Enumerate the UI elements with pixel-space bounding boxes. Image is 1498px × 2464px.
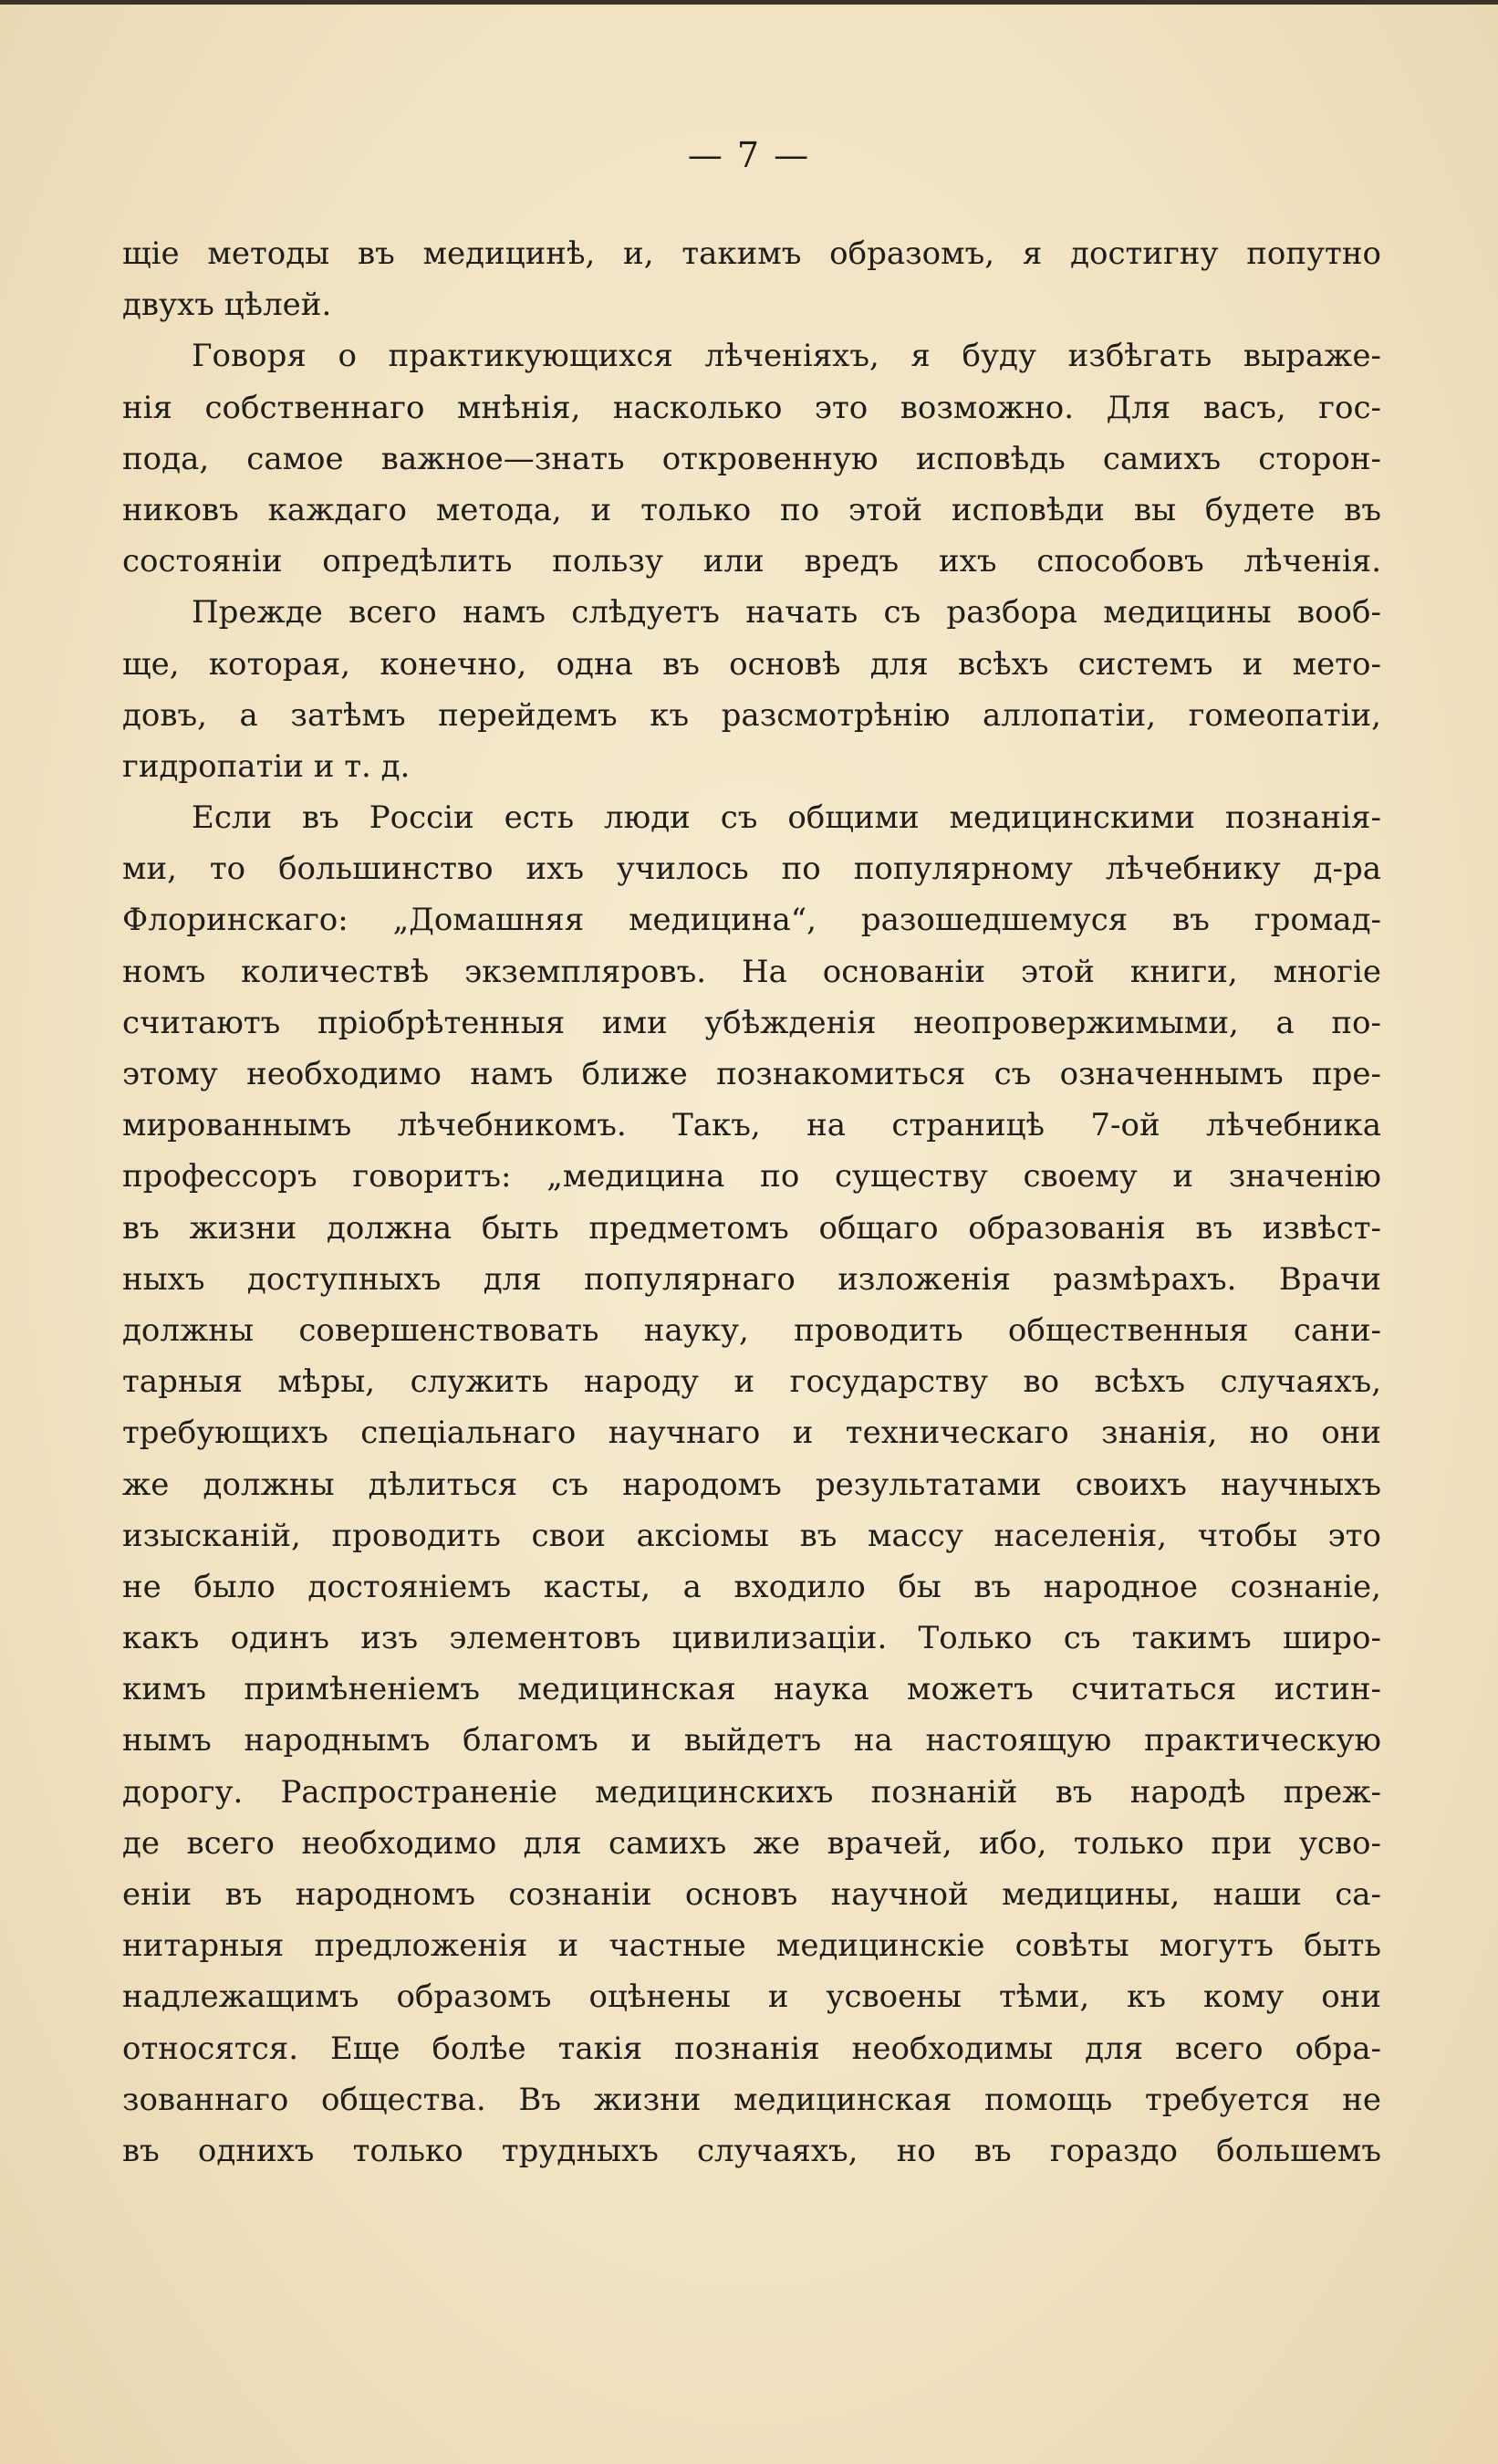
text-line: щіе методы въ медицинѣ, и, такимъ образомъ, я достигну попутно [122,235,1381,272]
text-line: тарныя мѣры, служить народу и государству во всѣхъ случаяхъ, [122,1363,1381,1401]
text-line: Прежде всего намъ слѣдуетъ начать съ разбора медицины вооб- [192,594,1381,632]
text-line: надлежащимъ образомъ оцѣнены и усвоены тѣми, къ кому они [122,1979,1381,2016]
text-line: де всего необходимо для самихъ же врачей, ибо, только при усво- [122,1824,1381,1862]
text-line: ще, которая, конечно, одна въ основѣ для всѣхъ системъ и мето- [122,645,1381,683]
body-text [122,228,1381,2177]
text-line: нитарныя предложенія и частные медицинскіе совѣты могутъ быть [122,1927,1381,1965]
text-line: ми, то большинство ихъ училось по популярному лѣчебнику д-ра [122,851,1381,888]
text-line: нія собственнаго мнѣнія, насколько это возможно. Для васъ, гос- [122,389,1381,426]
text-line: гидропатіи и т. д. [122,747,411,785]
text-line: кимъ примѣненіемъ медицинская наука можетъ считаться истин- [122,1671,1381,1708]
text-line: въ жизни должна быть предметомъ общаго образованія въ извѣст- [122,1209,1381,1247]
text-line: требующихъ спеціальнаго научнаго и техническаго знанія, но они [122,1415,1381,1452]
text-line: нымъ народнымъ благомъ и выйдетъ на настоящую практическую [122,1722,1381,1759]
text-line: профессоръ говоритъ: „медицина по существу своему и значенію [122,1158,1381,1195]
text-line: Если въ Россіи есть люди съ общими медицинскими познанія- [192,799,1381,837]
text-line: какъ одинъ изъ элементовъ цивилизаціи. Только съ такимъ широ- [122,1620,1381,1657]
text-line: Флоринскаго: „Домашняя медицина“, разошедшемуся въ громад- [122,902,1381,939]
text-line: никовъ каждаго метода, и только по этой исповѣди вы будете въ [122,491,1381,528]
text-line: пода, самое важное—знать откровенную исповѣдь самихъ сторон- [122,440,1381,477]
text-line: Говоря о практикующихся лѣченіяхъ, я буду избѣгать выраже- [192,338,1381,375]
text-line: мированнымъ лѣчебникомъ. Такъ, на страницѣ 7-ой лѣчебника [122,1107,1381,1144]
text-line: въ однихъ только трудныхъ случаяхъ, но въ гораздо большемъ [122,2132,1381,2169]
page-number: — 7 — [687,135,811,175]
text-line: состояніи опредѣлить пользу или вредъ ихъ способовъ лѣченія. [122,543,1381,580]
text-line: ныхъ доступныхъ для популярнаго изложенія размѣрахъ. Врачи [122,1260,1381,1298]
text-line: номъ количествѣ экземпляровъ. На основаніи этой книги, многіе [122,953,1381,990]
text-line: считаютъ пріобрѣтенныя ими убѣжденія неопровержимыми, а по- [122,1004,1381,1041]
text-line: должны совершенствовать науку, проводить общественныя сани- [122,1311,1381,1349]
text-line: этому необходимо намъ ближе познакомиться съ означеннымъ пре- [122,1056,1381,1092]
text-line: довъ, а затѣмъ перейдемъ къ разсмотрѣнію аллопатіи, гомеопатіи, [122,696,1381,734]
text-line: зованнаго общества. Въ жизни медицинская помощь требуется не [122,2081,1381,2118]
text-line: двухъ цѣлей. [122,287,332,324]
text-line: изысканій, проводить свои аксіомы въ массу населенія, чтобы это [122,1517,1381,1554]
text-line: относятся. Еще болѣе такія познанія необходимы для всего обра- [122,2030,1381,2067]
text-line: же должны дѣлиться съ народомъ результатами своихъ научныхъ [122,1466,1381,1503]
page-top-edge [0,0,1498,5]
text-line: еніи въ народномъ сознаніи основъ научной медицины, наши са- [122,1876,1381,1913]
text-line: не было достояніемъ касты, а входило бы въ народное сознаніе, [122,1568,1381,1605]
text-line: дорогу. Распространеніе медицинскихъ познаній въ народѣ преж- [122,1773,1381,1811]
